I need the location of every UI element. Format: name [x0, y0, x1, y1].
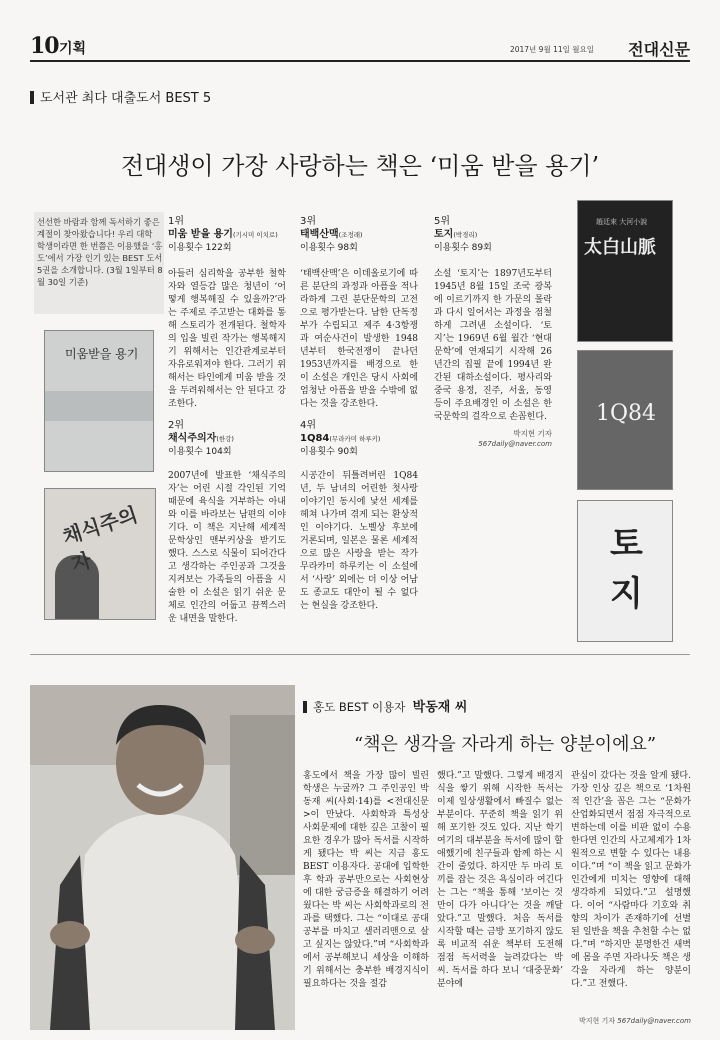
book-desc-4: 시공간이 뒤틀려버린 1Q84년, 두 남녀의 어린한 첫사랑 이야기인 동시에 낯선 세계를 헤쳐 나가며 겪게 되는 환상적인 이야기다. 노벨상 후보에 거론되며, 일본은 물론 세계적으로 많은 사랑을 받는 작가 무라카미 하루키는 이 소설에서 ‘사랑’ 외에는 더 이상 어남도 종교도 대안이 될 수 없다는 현실을 강조한다. [300, 471, 418, 611]
section-bar-icon [30, 91, 34, 104]
book-title [168, 432, 288, 446]
cover-title: 미움받을 용기 [65, 347, 139, 361]
book-entry-2 [168, 420, 288, 458]
cover-title: 太白山脈 [584, 237, 656, 258]
book-author: (무라카미 하루키) [329, 435, 381, 443]
byline-1: 박지현 기자 [513, 429, 552, 438]
usage-count: 이용횟수 98회 [300, 243, 358, 253]
book-cover-2 [44, 488, 156, 620]
cover-subtitle: 趙廷來 大河小說 [596, 218, 648, 226]
rank-label: 4위 [300, 420, 317, 431]
book-entry-5 [434, 216, 564, 254]
book-author: (한강) [216, 435, 234, 443]
book-entry-1 [168, 216, 288, 254]
book-title [300, 228, 420, 242]
book-author: (조정래) [338, 231, 363, 239]
book-title-text: 미움 받을 용기 [168, 229, 233, 240]
book-desc-3: ‘태백산맥’은 이데올로기에 따른 분단의 과정과 아픔을 적나라하게 그린 분단문학의 고전으로 평가받는다. 남한 단독정부가 수립되고 제주 4·3항쟁과 여순사건이 발생한 1948년부터 한국전쟁이 끝나던 1953년까지를 배경으로 한 이 소설은 개인은 당시 사회에 엄청난 아픔을 받을 수밖에 없다는 것을 강조한다. [300, 269, 418, 409]
newspaper-name: 전대신문 [628, 40, 690, 59]
book-title-text: 태백산맥 [300, 229, 339, 240]
usage-count: 이용횟수 90회 [300, 447, 358, 457]
section-title [30, 87, 211, 106]
interview-bar-icon [303, 701, 307, 713]
book-cover-5 [577, 500, 673, 642]
cover-title: 토지 [610, 524, 643, 614]
book-entry-4 [300, 420, 420, 458]
book-cover-1 [44, 330, 154, 472]
book-cover-3 [577, 200, 673, 342]
book-author: (박경리) [453, 231, 478, 239]
interview-headline: “책은 생각을 자라게 하는 양분이에요” [353, 734, 657, 755]
book-title-text: 1Q84 [300, 433, 330, 444]
byline-2-name: 박지현 기자 [579, 1017, 616, 1025]
interview-label [303, 696, 467, 715]
section-label: 기획 [59, 41, 87, 57]
rank-label: 2위 [168, 420, 185, 431]
usage-count: 이용횟수 104회 [168, 447, 232, 457]
interview-label-text: 홍도 BEST 이용자 [313, 700, 406, 714]
intro-text: 선선한 바람과 함께 독서하기 좋은 계절이 찾아왔습니다! 우리 대학 학생이라면 한 번쯤은 이용했을 ‘홍도’에서 가장 인기 있는 BEST 도서 5권을 소개합니다. (3월 1일부터 8월 30일 기준) [37, 217, 163, 287]
rank-label: 1위 [168, 216, 185, 227]
book-title-text: 토지 [434, 229, 454, 240]
section-title-text: 도서관 최다 대출도서 BEST 5 [40, 91, 212, 106]
rank-label: 3위 [300, 216, 317, 227]
book-desc-5: 소설 ‘토지’는 1897년도부터 1945년 8월 15일 조국 광복에 이르기까지 한 가문의 몰락과 다시 일어서는 과정을 점철하게 그려낸 소설이다. ‘토지’는 1969년 6월 월간 ‘현대문학’에 연재되기 시작해 26년간의 집필 끝에 1994년 완간된 대하소설이다. 평사리와 중국 용정, 진주, 서울, 동영 등이 주요배경인 이 소설은 한국문학의 걸작으로 손꼽힌다. [434, 269, 552, 422]
person-illustration [30, 685, 295, 1030]
interview-col-2: 했다.”고 말했다. 그렇게 배경지식을 쌓기 위해 시작한 독서는 이제 일상생활에서 빠질수 없는 부분이다. 꾸준히 책을 읽기 위해 포기한 것도 있다. 지난 학기 여기의 대부분을 독서에 많이 할애했기에 친구들과 함께 하는 시간이 줄었다. 하지만 두 마리 토끼를 잡는 것은 욕심이라 여긴다는 그는 “책을 통해 ‘보이는 것만이 다가 아니다’는 것을 깨달았다.”고 말했다. 처음 독서를 시작할 때는 금방 포기하지 않도록 비교적 쉬운 책부터 도전해 점점 독서력을 늘려갔다는 박 씨. 독서를 하다 보니 ‘대중문화’ 분야에 [437, 771, 563, 989]
book-desc-1: 아들러 심리학을 공부한 철학자와 열등감 많은 청년이 ‘어떻게 행복해질 수 있을까?’라는 주제로 주고받는 대화를 통해 스토리가 전개된다. 철학자의 입을 빌린 작가는 행복해지기 위해서는 인간관계로부터 자유로워져야 한다. 그러기 위해서는 타인에게 미움 받을 것을 두려워해서는 안 된다고 강조한다. [168, 269, 286, 409]
interviewee-name: 박동재 씨 [412, 700, 468, 715]
interview-col-3: 관심이 갔다는 것을 알게 됐다. 가장 인상 깊은 책으로 ‘1차원적 인간’을 꼽은 그는 “문화가 산업화되면서 점점 자극적으로 변하는데 이를 비판 없이 수용한다면 인간의 사고체계가 1차원적으로 변할 수 있다는 내용이다.”며 “이 책을 읽고 문화가 인간에게 미치는 영향에 대해 생각하게 되었다.”고 설명했다. 이어 “사람마다 기호와 취향의 차이가 존재하기에 선별된 일반을 책을 추천할 수는 없다.”며 “하지만 분명한건 새벽에 몸을 주면 자라나듯 책은 생각을 자라게 하는 양분이다.”고 전했다. [571, 771, 691, 989]
page-number: 10 [30, 33, 59, 59]
email-1: 567daily@naver.com [478, 440, 552, 448]
header-rule [30, 60, 690, 62]
book-title [434, 228, 564, 242]
cover-title: 채식주의자 [59, 502, 141, 577]
section-divider [30, 654, 690, 655]
book-title [168, 228, 288, 242]
interviewee-photo [30, 685, 295, 1030]
book-entry-3 [300, 216, 420, 254]
cover-band [45, 391, 153, 421]
book-title [300, 432, 420, 446]
cover-title: 1Q84 [596, 401, 657, 426]
book-desc-2: 2007년에 발표한 ‘채식주의자’는 어린 시절 각인된 기억 때문에 육식을 거부하는 아내와 이를 바라보는 남편의 이야기다. 이 책은 지난해 세계적 문학상인 맨부커상을 받기도 했다. 스스로 식물이 되어간다고 생각하는 주인공과 그것을 지켜보는 가족들의 아픔을 시술한 이 소설은 읽기 쉬운 문체로 인간의 어둡고 끔찍스러운 내면을 말한다. [168, 471, 286, 624]
rank-label: 5위 [434, 216, 451, 227]
usage-count: 이용횟수 89회 [434, 243, 492, 253]
book-title-text: 채식주의자 [168, 433, 217, 444]
book-author: (기시미 이치로) [232, 231, 278, 239]
byline-2 [571, 1016, 691, 1026]
usage-count: 이용횟수 122회 [168, 243, 232, 253]
headline: 전대생이 가장 사랑하는 책은 ‘미움 받을 용기’ [120, 152, 600, 180]
interview-col-1: 홍도에서 책을 가장 많이 빌린 학생은 누굴까? 그 주인공인 박동재 씨(사회·14)를 <전대신문>이 만났다. 사회학과 특성상 사회문제에 대한 깊은 고찰이 필요한 경우가 많아 독서를 시작하게 됐다는 박 씨는 지금 홍도 BEST 이용자다. 공대에 입학한 후 학과 공부만으로는 사회현상에 대한 궁금증을 해결하기 어려웠다는 박 씨는 사회학과로의 전과를 택했다. 그는 “이대로 공대 공부를 마치고 샐러리맨으로 살고 싶지는 않았다.”며 “사회학과에서 공부해보니 세상을 이해하기 위해서는 충부한 배경지식이 필요하다는 것을 절감 [303, 771, 429, 989]
email-2: 567daily@naver.com [617, 1017, 691, 1025]
issue-date: 2017년 9월 11일 월요일 [509, 45, 594, 54]
book-cover-4 [577, 350, 673, 490]
